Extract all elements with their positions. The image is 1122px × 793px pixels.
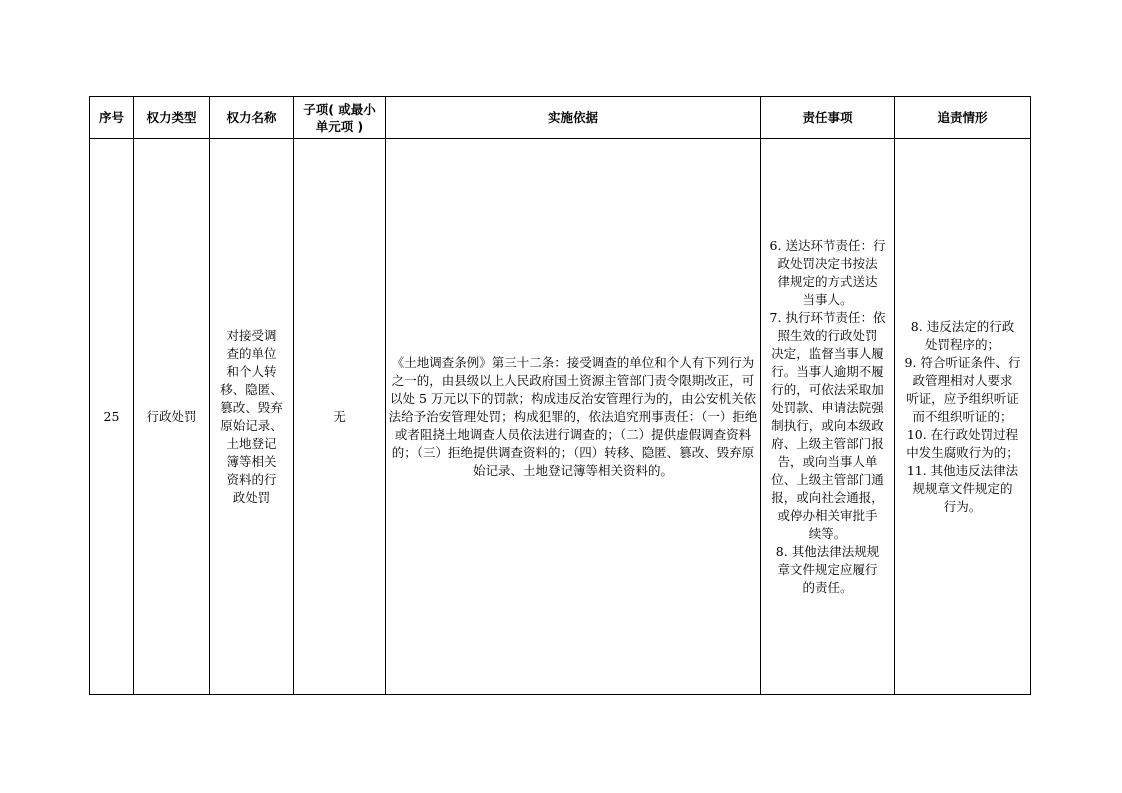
duty-line: 告，或向当事人单 bbox=[777, 453, 878, 469]
accountability-line: 8. 违反法定的行政 bbox=[910, 318, 1015, 334]
accountability-line: 10. 在行政处罚过程 bbox=[906, 426, 1019, 442]
power-name-line: 查的单位 bbox=[226, 345, 277, 361]
accountability-line: 11. 其他违反法律法 bbox=[906, 462, 1019, 478]
header-basis: 实施依据 bbox=[386, 97, 761, 139]
power-name-line: 政处罚 bbox=[232, 489, 271, 505]
duty-line: 或停办相关审批手 bbox=[777, 507, 878, 523]
duty-line: 行的，可依法采取加 bbox=[771, 381, 884, 397]
duty-line: 报，或向社会通报， bbox=[771, 489, 884, 505]
duty-line: 章文件规定应履行 bbox=[777, 561, 878, 577]
cell-duties bbox=[761, 139, 895, 695]
header-row bbox=[90, 97, 1031, 139]
accountability-line: 而不组织听证的； bbox=[912, 408, 1013, 424]
power-name-line: 对接受调 bbox=[226, 327, 277, 343]
cell-index: 25 bbox=[90, 139, 134, 695]
duty-line: 律规定的方式送达 bbox=[777, 273, 878, 289]
power-list-table bbox=[89, 96, 1031, 695]
power-name-line: 簿等相关 bbox=[226, 453, 277, 469]
duty-line: 的责任。 bbox=[802, 579, 853, 595]
duty-line: 行。当事人逾期不履 bbox=[771, 363, 884, 379]
power-name-line: 原始记录、 bbox=[220, 417, 283, 433]
duty-line: 8. 其他法律法规规 bbox=[775, 543, 880, 559]
duty-line: 府、上级主管部门报 bbox=[771, 435, 884, 451]
header-sub-item bbox=[294, 97, 386, 139]
duty-line: 处罚款、申请法院强 bbox=[771, 399, 884, 415]
cell-accountability bbox=[895, 139, 1031, 695]
header-index: 序号 bbox=[90, 97, 134, 139]
accountability-line: 9. 符合听证条件、行 bbox=[904, 354, 1021, 370]
duty-line: 6. 送达环节责任：行 bbox=[769, 237, 886, 253]
power-name-line: 篡改、毁弃 bbox=[220, 399, 283, 415]
power-name-line: 土地登记 bbox=[226, 435, 277, 451]
duty-line: 当事人。 bbox=[802, 291, 853, 307]
header-accountability: 追责情形 bbox=[895, 97, 1031, 139]
power-name-line: 移、隐匿、 bbox=[220, 381, 283, 397]
duty-line: 制执行，或向本级政 bbox=[771, 417, 884, 433]
header-sub-item-line2: 单元项 ) bbox=[315, 118, 364, 134]
accountability-line: 听证，应予组织听证 bbox=[906, 390, 1019, 406]
cell-basis: 《土地调查条例》第三十二条：接受调查的单位和个人有下列行为之一的，由县级以上人民政府国土资源主管部门责令限期改正，可以处 5 万元以下的罚款；构成违反治安管理行为的，由公安机关依法给予治安管理处罚；构成犯罪的，依法追究刑事责任：（一）拒绝或者阻挠土地调查人员依法进行调查的；（二）提供虚假调查资料的；（三）拒绝提供调查资料的；（四）转移、隐匿、篡改、毁弃原始记录、土地登记簿等相关资料的。 bbox=[386, 139, 761, 695]
accountability-line: 中发生腐败行为的； bbox=[906, 444, 1019, 460]
duty-line: 决定，监督当事人履 bbox=[771, 345, 884, 361]
accountability-line: 政管理相对人要求 bbox=[912, 372, 1013, 388]
duty-line: 位、上级主管部门通 bbox=[771, 471, 884, 487]
duty-line: 7. 执行环节责任：依 bbox=[769, 309, 886, 325]
header-power-name: 权力名称 bbox=[210, 97, 294, 139]
power-name-line: 和个人转 bbox=[226, 363, 277, 379]
accountability-line: 行为。 bbox=[943, 498, 982, 514]
cell-sub-item: 无 bbox=[294, 139, 386, 695]
header-sub-item-line1: 子项( 或最小 bbox=[303, 101, 376, 117]
header-duties: 责任事项 bbox=[761, 97, 895, 139]
duty-line: 政处罚决定书按法 bbox=[777, 255, 878, 271]
table-row bbox=[90, 139, 1031, 695]
accountability-line: 处罚程序的； bbox=[924, 336, 1000, 352]
cell-power-type: 行政处罚 bbox=[134, 139, 210, 695]
duty-line: 照生效的行政处罚 bbox=[777, 327, 878, 343]
header-power-type: 权力类型 bbox=[134, 97, 210, 139]
accountability-line: 规规章文件规定的 bbox=[912, 480, 1013, 496]
power-name-line: 资料的行 bbox=[226, 471, 277, 487]
cell-power-name bbox=[210, 139, 294, 695]
duty-line: 续等。 bbox=[808, 525, 847, 541]
